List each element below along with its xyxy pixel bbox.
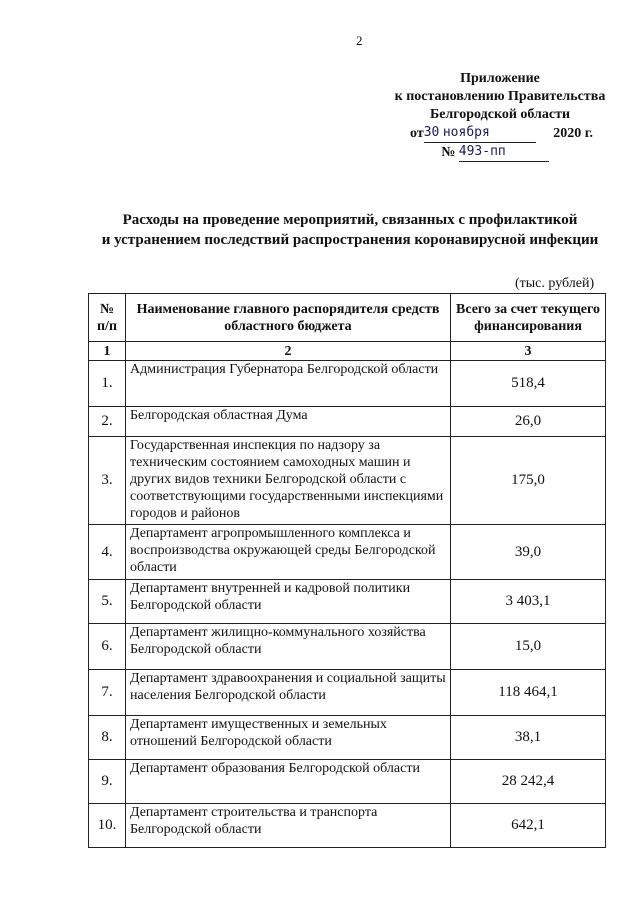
row-amount: 3 403,1 <box>451 580 606 624</box>
row-amount: 15,0 <box>451 624 606 670</box>
row-amount: 118 464,1 <box>451 670 606 716</box>
table-row <box>89 407 606 437</box>
appendix-block <box>380 70 620 162</box>
table-row <box>89 525 606 580</box>
row-num: 1. <box>89 361 126 407</box>
row-amount: 38,1 <box>451 716 606 760</box>
table-row <box>89 437 606 525</box>
row-num: 10. <box>89 804 126 848</box>
expenses-table <box>88 293 606 848</box>
document-title-line-1: Расходы на проведение мероприятий, связанных с профилактикой <box>122 212 578 228</box>
row-name: Департамент имущественных и земельных отношений Белгородской области <box>126 716 451 760</box>
row-name: Департамент строительства и транспорта Белгородской области <box>126 804 451 848</box>
table-row <box>89 580 606 624</box>
row-name: Администрация Губернатора Белгородской области <box>126 361 451 407</box>
row-name: Департамент агропромышленного комплекса и воспроизводства окружающей среды Белгородской области <box>126 525 451 580</box>
row-name: Белгородская областная Дума <box>126 407 451 437</box>
row-num: 9. <box>89 760 126 804</box>
date-underline <box>424 124 536 143</box>
document-title <box>80 210 620 250</box>
index-col-3: 3 <box>451 342 606 361</box>
date-year: 2020 г. <box>553 126 593 141</box>
index-col-2: 2 <box>126 342 451 361</box>
row-num: 8. <box>89 716 126 760</box>
units-label: (тыс. рублей) <box>515 276 595 291</box>
date-day: 30 <box>423 125 440 140</box>
document-title-line-2: и устранением последствий распространения коронавирусной инфекции <box>101 232 599 248</box>
row-num: 4. <box>89 525 126 580</box>
date-month: ноября <box>442 125 490 140</box>
table-row <box>89 716 606 760</box>
page-number: 2 <box>356 33 363 48</box>
row-name: Государственная инспекция по надзору за техническим состоянием самоходных машин и других видов техники Белгородской области с соответствующими государственными инспекциями городов и районов <box>126 437 451 525</box>
table-header-row <box>89 294 606 342</box>
row-name: Департамент жилищно-коммунального хозяйства Белгородской области <box>126 624 451 670</box>
number-prefix: № <box>441 145 456 160</box>
table-row <box>89 670 606 716</box>
table-index-row <box>89 342 606 361</box>
row-name: Департамент здравоохранения и социальной защиты населения Белгородской области <box>126 670 451 716</box>
appendix-title: Приложение <box>460 71 540 86</box>
appendix-number <box>380 143 620 162</box>
table-row <box>89 624 606 670</box>
number-value: 493-пп <box>458 144 506 159</box>
table-row <box>89 361 606 407</box>
row-num: 3. <box>89 437 126 525</box>
date-prefix: от <box>410 126 424 141</box>
row-num: 7. <box>89 670 126 716</box>
index-col-1: 1 <box>89 342 126 361</box>
row-amount: 26,0 <box>451 407 606 437</box>
row-amount: 642,1 <box>451 804 606 848</box>
header-num: № п/п <box>89 294 126 342</box>
appendix-line-3: Белгородской области <box>429 107 571 122</box>
row-amount: 175,0 <box>451 437 606 525</box>
row-name: Департамент образования Белгородской области <box>126 760 451 804</box>
row-num: 5. <box>89 580 126 624</box>
header-name: Наименование главного распорядителя средств областного бюджета <box>126 294 451 342</box>
header-total: Всего за счет текущего финансирования <box>451 294 606 342</box>
row-amount: 28 242,4 <box>451 760 606 804</box>
number-underline <box>459 143 549 162</box>
appendix-date <box>380 124 620 143</box>
table-row <box>89 760 606 804</box>
row-amount: 39,0 <box>451 525 606 580</box>
appendix-line-2: к постановлению Правительства <box>394 89 606 104</box>
row-name: Департамент внутренней и кадровой политики Белгородской области <box>126 580 451 624</box>
table-row <box>89 804 606 848</box>
row-num: 6. <box>89 624 126 670</box>
row-num: 2. <box>89 407 126 437</box>
row-amount: 518,4 <box>451 361 606 407</box>
